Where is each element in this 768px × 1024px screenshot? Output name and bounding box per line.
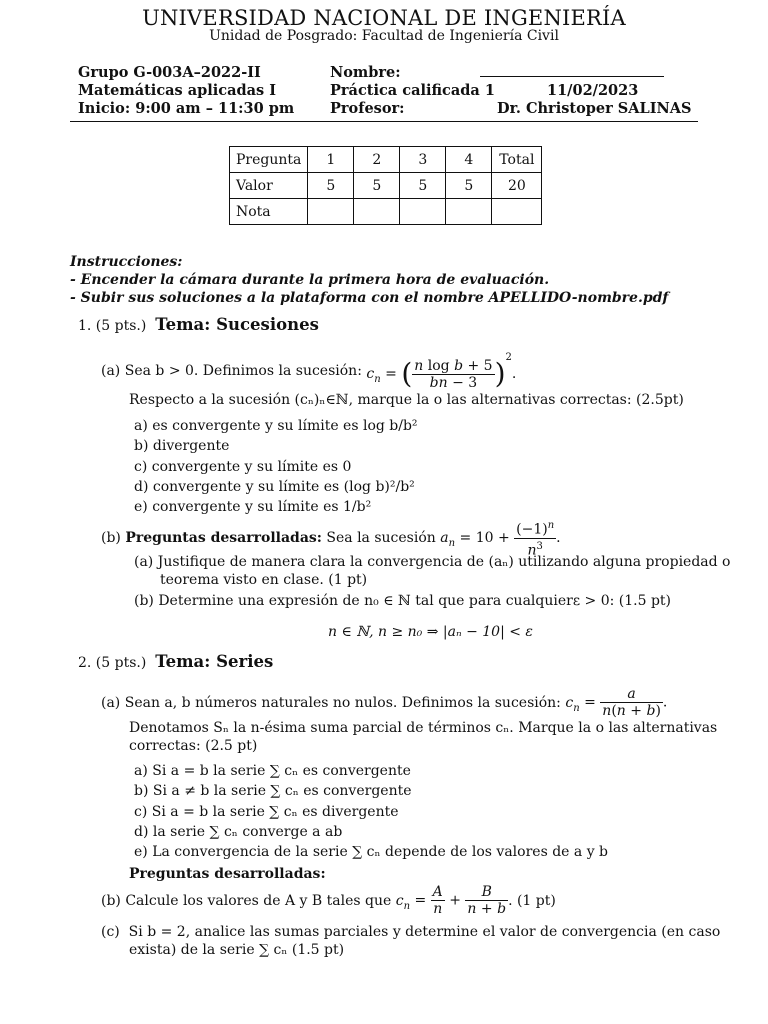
question-2-heading [78, 652, 273, 671]
q1-a-instruction: Respecto a la sucesión (cₙ)ₙ∈ℕ, marque la o las alternativas correctas: (2.5pt) [129, 392, 684, 408]
instructions [70, 253, 668, 307]
table-cell: 1 [308, 147, 354, 173]
table-cell: 5 [354, 173, 400, 199]
grade-input-cell [400, 199, 446, 225]
exam-label: Práctica calificada 1 [330, 82, 495, 99]
table-cell: Pregunta [230, 147, 308, 173]
part-tail: . (1 pt) [508, 892, 556, 909]
question-number: 2. (5 pts.) [78, 655, 147, 671]
q2-a-line2: Denotamos Sₙ la n-ésima suma parcial de términos cₙ. Marque la o las alternativas [129, 720, 718, 736]
header-rule [70, 121, 698, 122]
university-title: UNIVERSIDAD NACIONAL DE INGENIERÍA [142, 6, 626, 30]
grade-input-cell [492, 199, 542, 225]
option-item: e) La convergencia de la serie ∑ cₙ depende de los valores de a y b [134, 844, 609, 861]
q1-b-sub-a: (a) Justifique de manera clara la convergencia de (aₙ) utilizando alguna propiedad o [134, 554, 731, 570]
decomposition-formula: $c_n$ = $\frac{A}{n}$ + $\frac{B}{n + b}$ [395, 884, 507, 917]
part-label: (b) [101, 530, 121, 547]
grade-input-cell [308, 199, 354, 225]
grades-table [229, 146, 542, 225]
part-label: (b) [101, 892, 121, 909]
start-label: Inicio: 9:00 am – 11:30 pm [78, 100, 295, 117]
table-cell: 4 [446, 147, 492, 173]
option-item: c) Si a = b la serie ∑ cₙ es divergente [134, 803, 399, 820]
table-cell: 3 [400, 147, 446, 173]
grade-input-cell [446, 199, 492, 225]
grade-input-cell [354, 199, 400, 225]
table-cell: 5 [400, 173, 446, 199]
table-row [230, 173, 542, 199]
instructions-title: Instrucciones: [70, 254, 183, 270]
part-text: Calcule los valores de A y B tales que [125, 892, 392, 909]
table-cell: Nota [230, 199, 308, 225]
q1-b-formula: n ∈ ℕ, n ≥ n₀ ⇒ |aₙ − 10| < ε [328, 624, 533, 640]
q2-c-line2: exista) de la serie ∑ cₙ (1.5 pt) [129, 942, 345, 958]
part-text: Sean a, b números naturales no nulos. Definimos la sucesión: [124, 694, 561, 711]
q1-part-b [101, 518, 561, 558]
table-cell: 2 [354, 147, 400, 173]
question-topic: Tema: Series [155, 652, 274, 671]
part-label: (c) [101, 924, 120, 940]
name-label: Nombre: [330, 64, 401, 81]
option-item: b) Si a ≠ b la serie ∑ cₙ es convergente [134, 783, 412, 800]
option-item: c) convergente y su límite es 0 [134, 458, 352, 475]
q2-part-a [101, 686, 667, 719]
table-row [230, 199, 542, 225]
option-item: b) divergente [134, 438, 230, 455]
option-item: d) la serie ∑ cₙ converge a ab [134, 823, 343, 840]
q2-part-c [101, 924, 720, 940]
table-cell: 5 [446, 173, 492, 199]
option-item: d) convergente y su límite es (log b)²/b² [134, 478, 415, 495]
unit-subtitle: Unidad de Posgrado: Facultad de Ingeniería Civil [209, 28, 559, 44]
option-item: a) es convergente y su límite es log b/b² [134, 418, 418, 434]
q1-b-sub-b: (b) Determine una expresión de n₀ ∈ ℕ tal que para cualquierε > 0: (1.5 pt) [134, 593, 672, 609]
part-text: Sea b > 0. Definimos la sucesión: [124, 363, 362, 380]
question-1-heading [78, 315, 319, 334]
sequence-formula: $c_n$ = $\frac{a}{n(n + b)}$ . [565, 686, 668, 719]
q1-b-sub-a-cont: teorema visto en clase. (1 pt) [160, 572, 368, 588]
q2-a-options [134, 761, 608, 862]
q2-a-line3: correctas: (2.5 pt) [129, 738, 258, 754]
professor-label: Profesor: [330, 100, 405, 117]
name-line [480, 76, 664, 77]
table-cell: Total [492, 147, 542, 173]
question-topic: Tema: Sucesiones [155, 315, 319, 334]
course-label: Matemáticas aplicadas I [78, 82, 277, 99]
group-label: Grupo G-003A–2022-II [78, 64, 261, 81]
table-cell: 5 [308, 173, 354, 199]
q1-part-a [101, 352, 516, 391]
option-item: e) convergente y su límite es 1/b² [134, 499, 372, 516]
part-label: (a) [101, 694, 121, 711]
q2-part-b [101, 884, 556, 917]
sequence-formula: $a_n = 10$ + $\frac{(-1)^n}{n^3}$ . [440, 520, 561, 559]
sequence-formula: $c_n$ = ( $\frac{\text{n log b + 5}}{bn - 3}$ )$^2$. [366, 352, 517, 391]
table-row [230, 147, 542, 173]
instructions-line: - Encender la cámara durante la primera hora de evaluación. [70, 272, 550, 288]
part-text: Sea la sucesión [326, 530, 436, 547]
q2-dev-title: Preguntas desarrolladas: [129, 866, 326, 882]
part-label: (a) [101, 363, 121, 380]
table-cell: Valor [230, 173, 308, 199]
question-number: 1. (5 pts.) [78, 318, 147, 334]
part-bold: Preguntas desarrolladas: [125, 530, 322, 547]
part-text: Si b = 2, analice las sumas parciales y determine el valor de convergencia (en caso [128, 924, 721, 940]
professor-name: Dr. Christoper SALINAS [497, 100, 692, 117]
instructions-line: - Subir sus soluciones a la plataforma con el nombre APELLIDO-nombre.pdf [70, 290, 669, 306]
exam-date: 11/02/2023 [547, 82, 639, 99]
option-item: a) Si a = b la serie ∑ cₙ es convergente [134, 763, 411, 779]
table-cell: 20 [492, 173, 542, 199]
q1-a-options [134, 416, 418, 517]
